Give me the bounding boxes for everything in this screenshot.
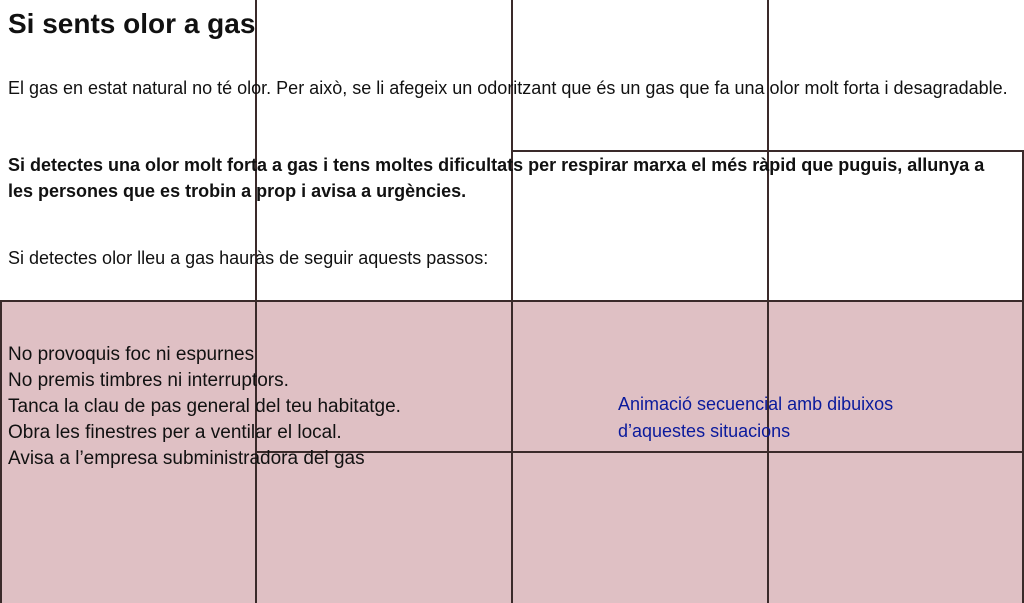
list-item: Avisa a l’empresa subministradora del gas (8, 448, 365, 469)
list-item: No provoquis foc ni espurnes (8, 344, 255, 365)
page-title: Si sents olor a gas (8, 8, 256, 39)
list-item: No premis timbres ni interruptors. (8, 370, 289, 391)
grid-border-left (0, 300, 2, 603)
grid-divider-horizontal (0, 300, 1024, 302)
steps-list (8, 342, 408, 472)
animation-note: Animació secuencial amb dibuixos d’aquestes situacions (618, 394, 894, 441)
list-item: Obra les finestres per a ventilar el local. (8, 422, 342, 443)
grid-border-right (1022, 150, 1024, 603)
warning-paragraph: Si detectes una olor molt forta a gas i tens moltes dificultats per respirar marxa el més ràpid que puguis, allunya a les persones que es trobin a prop i avisa a urgències. (8, 155, 985, 201)
list-item: Tanca la clau de pas general del teu habitatge. (8, 396, 401, 417)
intro-paragraph: El gas en estat natural no té olor. Per això, se li afegeix un odoritzant que és un gas que fa una olor molt forta i desagradable. (8, 78, 1008, 98)
steps-prompt: Si detectes olor lleu a gas hauràs de seguir aquests passos: (8, 248, 489, 268)
